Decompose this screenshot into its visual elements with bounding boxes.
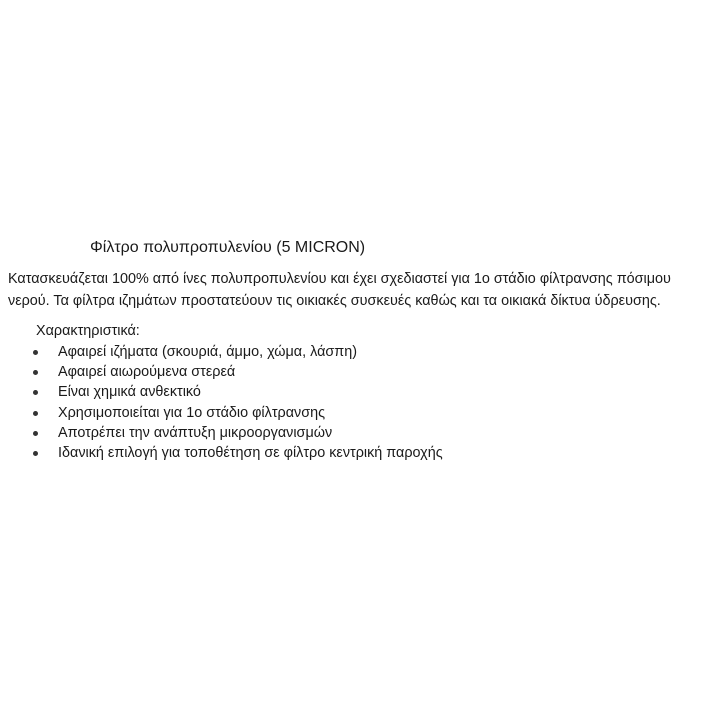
intro-line: νερού. Τα φίλτρα ιζημάτων προστατεύουν τις οικιακές συσκευές καθώς και τα οικιακά δίκτυα ύδρευσης. xyxy=(8,293,661,309)
list-item xyxy=(28,443,443,463)
product-intro xyxy=(8,268,713,312)
feature-text: Είναι χημικά ανθεκτικό xyxy=(58,384,201,401)
intro-line: Κατασκευάζεται 100% από ίνες πολυπροπυλενίου και έχει σχεδιαστεί για 1ο στάδιο φίλτρανσης πόσιμου xyxy=(8,271,671,287)
list-item xyxy=(28,342,443,362)
bullet-icon xyxy=(33,350,38,355)
bullet-icon xyxy=(33,390,38,395)
features-list xyxy=(28,342,443,463)
feature-text: Ιδανική επιλογή για τοποθέτηση σε φίλτρο κεντρική παροχής xyxy=(58,444,443,461)
feature-text: Αφαιρεί ιζήματα (σκουριά, άμμο, χώμα, λάσπη) xyxy=(58,344,358,360)
list-item xyxy=(28,403,443,423)
list-item xyxy=(28,362,443,382)
bullet-icon xyxy=(33,451,38,456)
list-item xyxy=(28,423,443,443)
features-heading: Χαρακτηριστικά: xyxy=(36,323,140,339)
product-title: Φίλτρο πολυπροπυλενίου (5 MICRON) xyxy=(90,239,366,256)
list-item xyxy=(28,382,443,402)
bullet-icon xyxy=(33,370,38,375)
bullet-icon xyxy=(33,431,38,436)
feature-text: Χρησιμοποιείται για 1ο στάδιο φίλτρανσης xyxy=(58,404,326,421)
feature-text: Αποτρέπει την ανάπτυξη μικροοργανισμών xyxy=(58,424,333,441)
bullet-icon xyxy=(33,411,38,416)
feature-text: Αφαιρεί αιωρούμενα στερεά xyxy=(58,364,236,381)
